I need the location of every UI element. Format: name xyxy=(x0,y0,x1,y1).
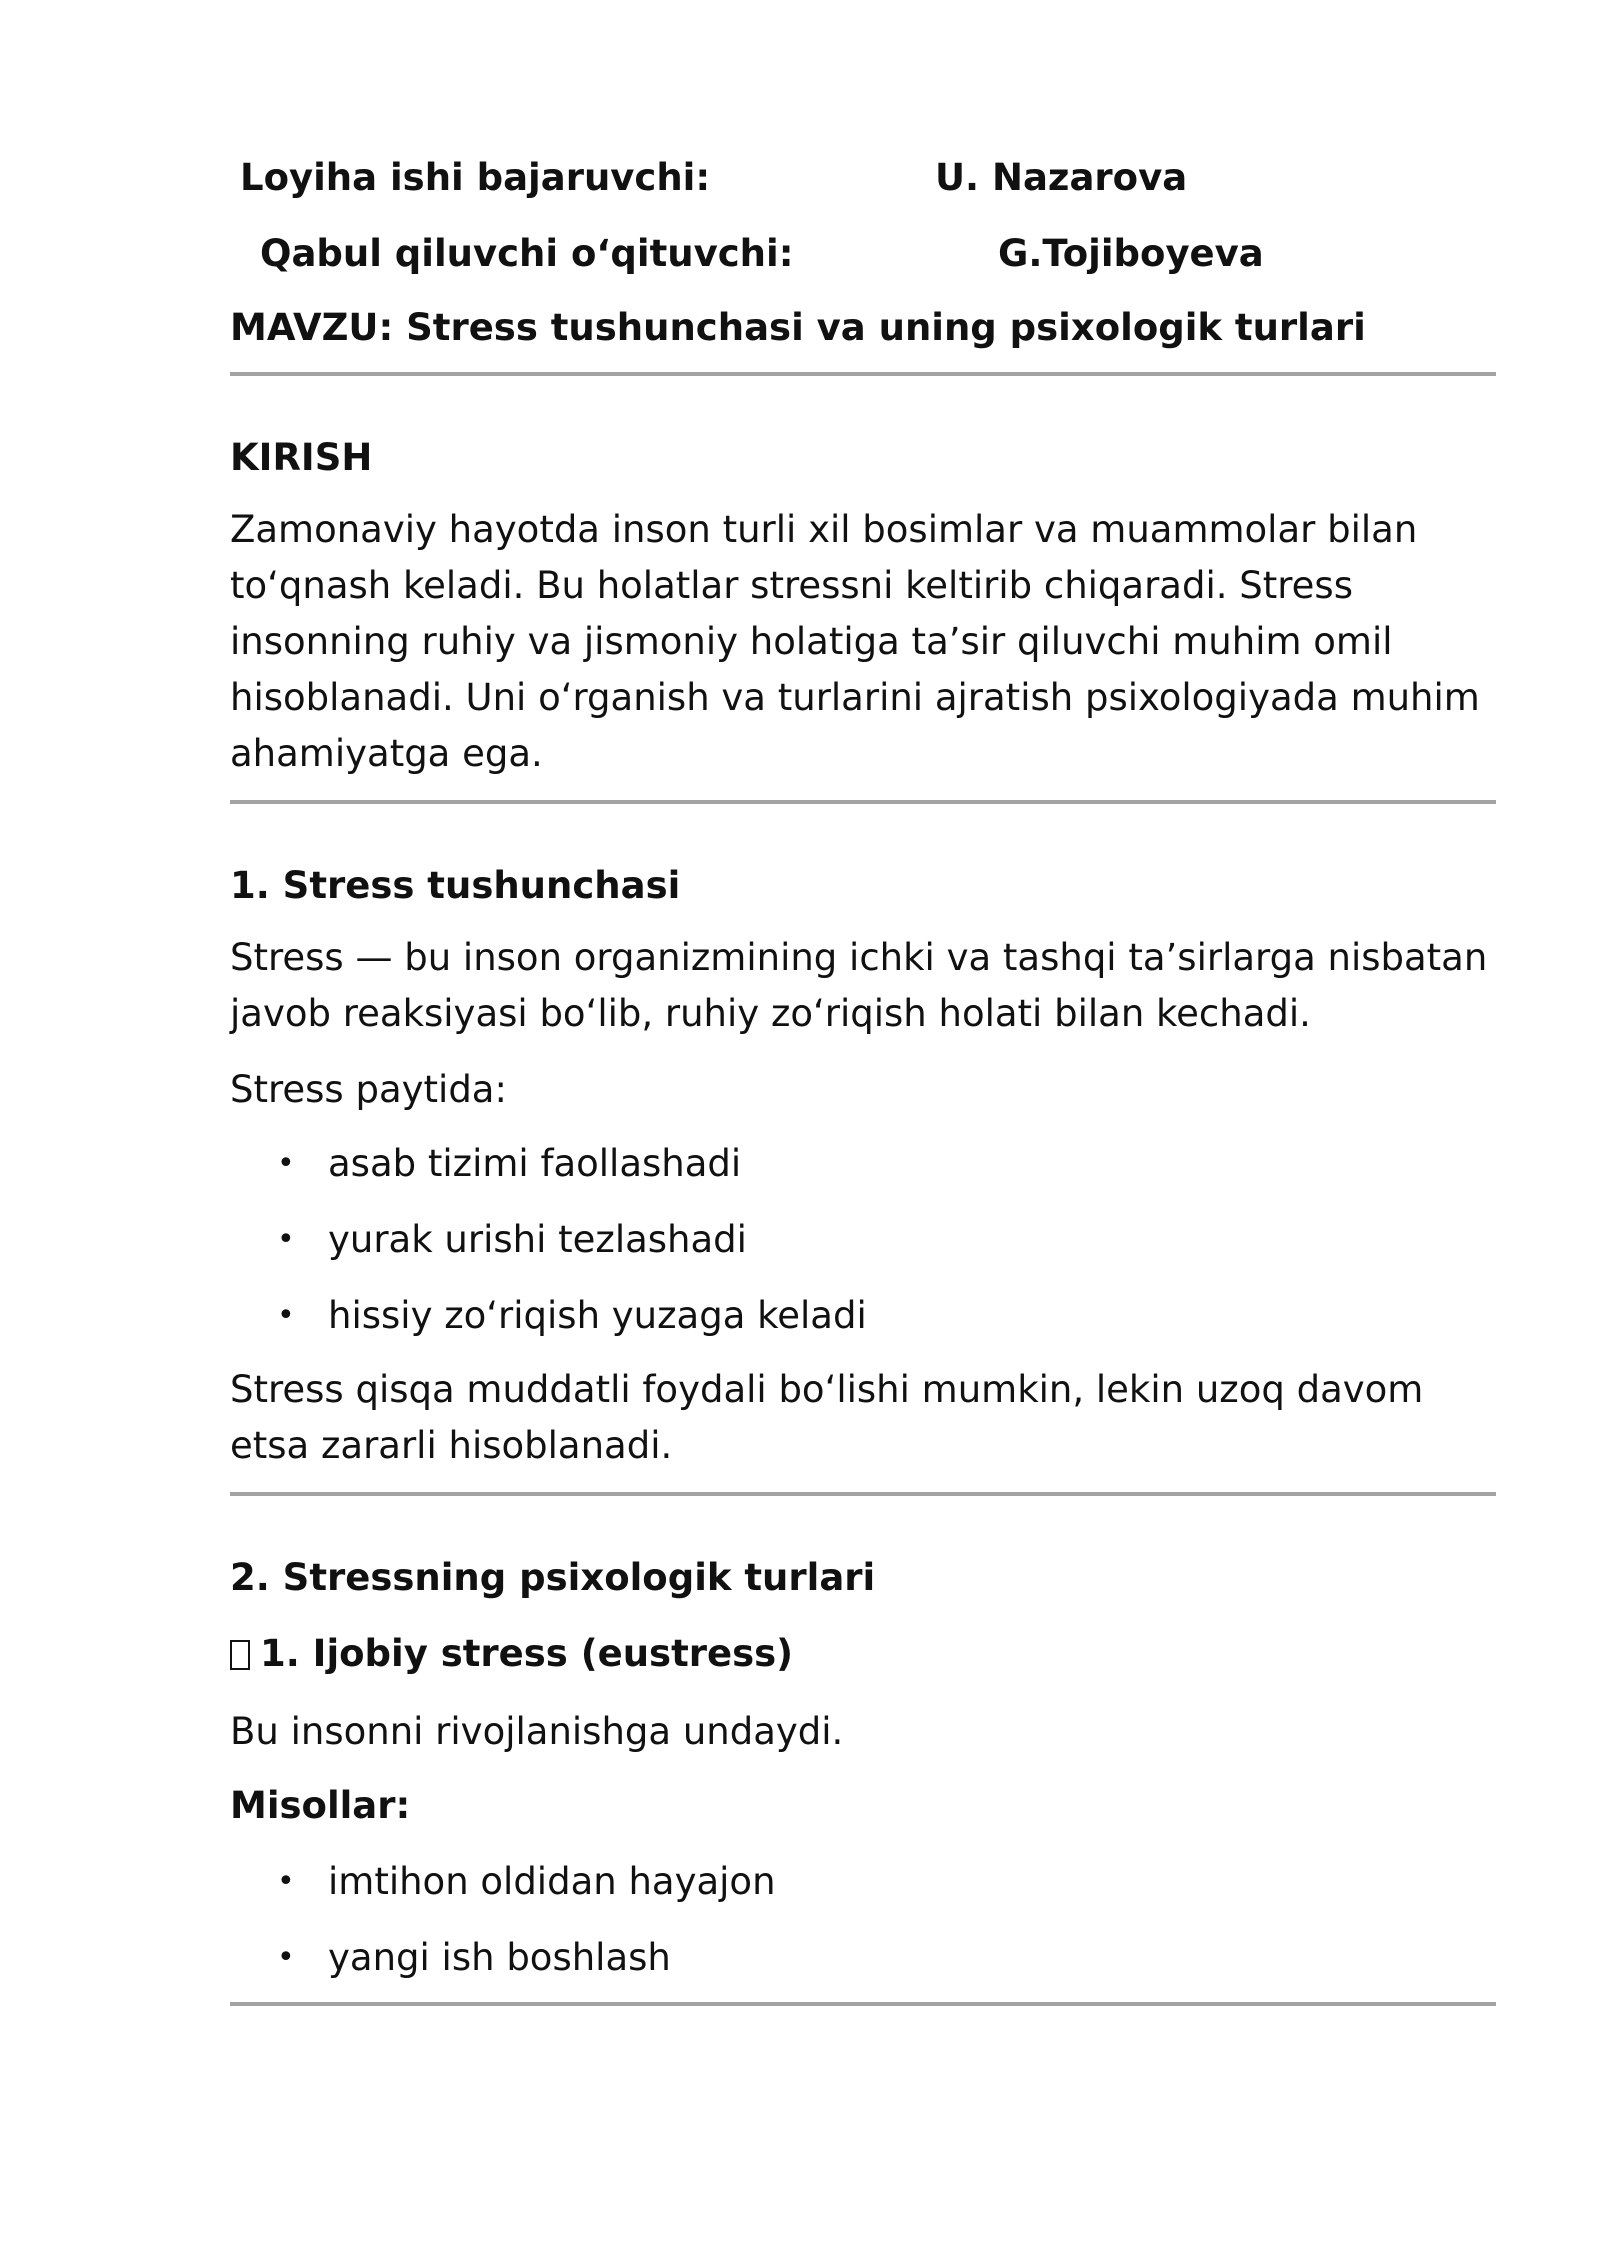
list-item: • hissiy zo‘riqish yuzaga keladi xyxy=(230,1290,1496,1342)
stress-symptoms-list xyxy=(230,1138,1496,1342)
receiver-name: G.Tojiboyeva xyxy=(998,232,1264,275)
eustress-description: Bu insonni rivojlanishga undaydi. xyxy=(230,1710,844,1753)
stress-definition: Stress — bu inson organizmining ichki va tashqi ta’sirlarga nisbatan javob reaksiyasi bo‘lib, ruhiy zo‘riqish holati bilan kechadi. xyxy=(230,936,1488,1035)
section2-heading: 2. Stressning psixologik turlari xyxy=(230,1556,876,1599)
divider xyxy=(230,2002,1496,2006)
executor-row xyxy=(230,150,1496,226)
stress-conclusion: Stress qisqa muddatli foydali bo‘lishi mumkin, lekin uzoq davom etsa zararli hisoblanadi. xyxy=(230,1368,1424,1467)
examples-label: Misollar: xyxy=(230,1784,411,1827)
eustress-heading-text: 1. Ijobiy stress (eustress) xyxy=(260,1632,794,1675)
list-item: • asab tizimi faollashadi xyxy=(230,1138,1496,1190)
intro-paragraph: Zamonaviy hayotda inson turli xil bosimlar va muammolar bilan to‘qnash keladi. Bu holatlar stressni keltirib chiqaradi. Stress insonning ruhiy va jismoniy holatiga ta’sir qiluvchi muhim omil hisoblanadi. Uni o‘rganish va turlarini ajratish psixologiyada muhim ahamiyatga ega. xyxy=(230,508,1480,775)
document-page xyxy=(230,150,1496,2006)
topic-title: MAVZU: Stress tushunchasi va uning psixologik turlari xyxy=(230,306,1366,349)
section1-heading: 1. Stress tushunchasi xyxy=(230,864,681,907)
list-item: • yangi ish boshlash xyxy=(230,1932,1496,1984)
stress-during-label: Stress paytida: xyxy=(230,1068,507,1111)
eustress-heading xyxy=(230,1628,1496,1680)
list-item: • yurak urishi tezlashadi xyxy=(230,1214,1496,1266)
examples-list xyxy=(230,1856,1496,1984)
list-item: • imtihon oldidan hayajon xyxy=(230,1856,1496,1908)
receiver-row xyxy=(230,226,1496,302)
placeholder-box-icon xyxy=(230,1640,250,1670)
intro-heading: KIRISH xyxy=(230,436,373,479)
executor-label: Loyiha ishi bajaruvchi: xyxy=(240,156,711,199)
executor-name: U. Nazarova xyxy=(935,156,1188,199)
receiver-label: Qabul qiluvchi o‘qituvchi: xyxy=(260,232,794,275)
